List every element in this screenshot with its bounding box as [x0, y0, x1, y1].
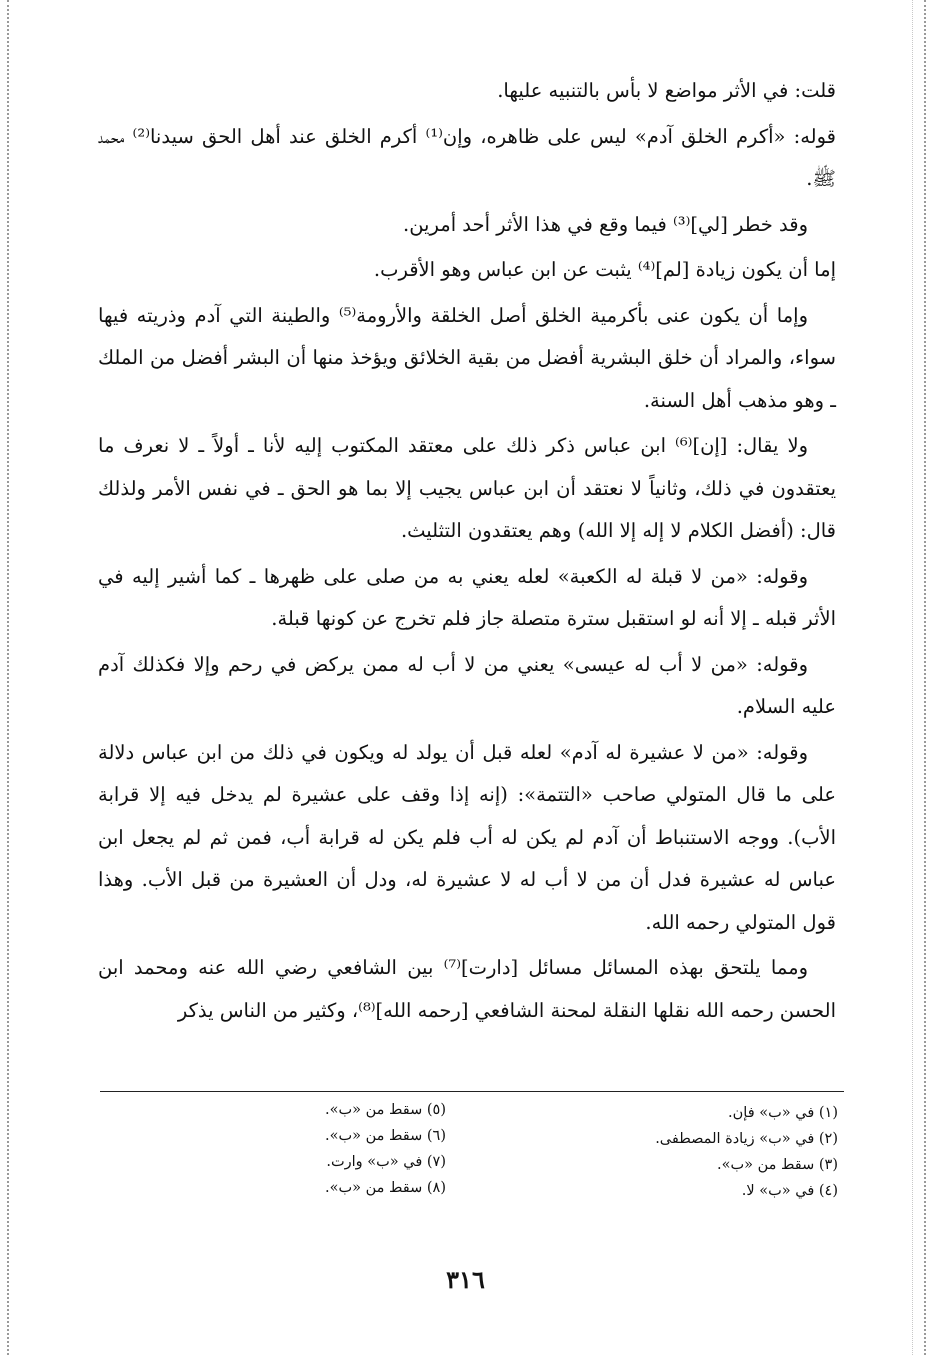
footnotes-column-right	[538, 1100, 838, 1204]
footnote: (٤) في «ب» لا.	[741, 1183, 838, 1199]
paragraph: وقوله: «من لا أب له عيسى» يعني من لا أب له ممن يركض في رحم وإلا فكذلك آدم عليه السلام.	[98, 652, 836, 718]
footnote-separator	[100, 1091, 844, 1092]
paragraph: وإما أن يكون عنى بأكرمية الخلق أصل الخلقة والأرومة⁽⁵⁾ والطينة التي آدم وذريته فيها سواء، والمراد أن خلق البشرية أفضل من بقية الخلائق ويؤخذ منها أن البشر أفضل من الملك ـ وهو مذهب أهل السنة.	[98, 303, 836, 412]
footnote: (٦) سقط من «ب».	[324, 1128, 446, 1144]
paragraph: وقوله: «من لا عشيرة له آدم» لعله قبل أن يولد له ويكون في ذلك من ابن عباس دلالة على ما قال المتولي صاحب «التتمة»: (إنه إذا وقف على عشيرة لم يدخل فيه إلا قرابة الأب). ووجه الاستنباط أن آدم لم يكن له أب فلم يكن له قرابة أب، فمن ثم لم يجعل ابن عباس له عشيرة فدل أن من لا أب له لا عشيرة له، ودل أن العشيرة من قبل الأب. وهذا قول المتولي رحمه الله.	[98, 740, 836, 934]
paragraph: ولا يقال: [إن]⁽⁶⁾ ابن عباس ذكر ذلك على معتقد المكتوب إليه لأنا ـ أولاً ـ لا نعرف ما يعتقدون في ذلك، وثانياً لا نعتقد أن ابن عباس يجيب إلا بما هو الحق ـ في نفس الأمر ولذلك قال: (أفضل الكلام لا إله إلا الله) وهم يعتقدون التثليث.	[98, 434, 836, 542]
footnote: (٣) سقط من «ب».	[716, 1157, 838, 1173]
paragraph: وقد خطر [لي]⁽³⁾ فيما وقع في هذا الأثر أحد أمرين.	[403, 212, 808, 236]
scan-margin-line-left	[7, 0, 9, 1355]
paragraph: وقوله: «من لا قبلة له الكعبة» لعله يعني به من صلى على ظهرها ـ كما أشير إليه في الأثر قبله ـ إلا أنه لو استقبل سترة متصلة جاز فلم تخرج عن كونها قبلة.	[98, 564, 836, 630]
paragraph: إما أن يكون زيادة [لم]⁽⁴⁾ يثبت عن ابن عباس وهو الأقرب.	[373, 258, 836, 281]
paragraph: قوله: «أكرم الخلق آدم» ليس على ظاهره، وإن⁽¹⁾ أكرم الخلق عند أهل الحق سيدنا⁽²⁾ محمد ﷺ.	[98, 124, 836, 190]
paragraph: ومما يلتحق بهذه المسائل مسائل [دارت]⁽⁷⁾ بين الشافعي رضي الله عنه ومحمد ابن الحسن رحمه الله نقلها النقلة لمحنة الشافعي [رحمه الله]⁽⁸⁾، وكثير من الناس يذكر	[98, 956, 836, 1022]
footnote: (٥) سقط من «ب».	[324, 1102, 446, 1118]
footnotes-column-left	[246, 1097, 446, 1201]
footnote: (١) في «ب» فإن.	[728, 1105, 838, 1121]
scan-margin-line-right	[924, 0, 926, 1355]
footnote: (٢) في «ب» زيادة المصطفى.	[655, 1131, 838, 1147]
footnote: (٧) في «ب» وارت.	[326, 1154, 446, 1170]
footnote: (٨) سقط من «ب».	[324, 1180, 446, 1196]
main-text	[98, 70, 836, 1035]
paragraph: قلت: في الأثر مواضع لا بأس بالتنبيه عليها.	[497, 79, 836, 102]
page-number: ٣١٦	[446, 1265, 485, 1294]
scan-margin-line-inner	[912, 0, 913, 1355]
